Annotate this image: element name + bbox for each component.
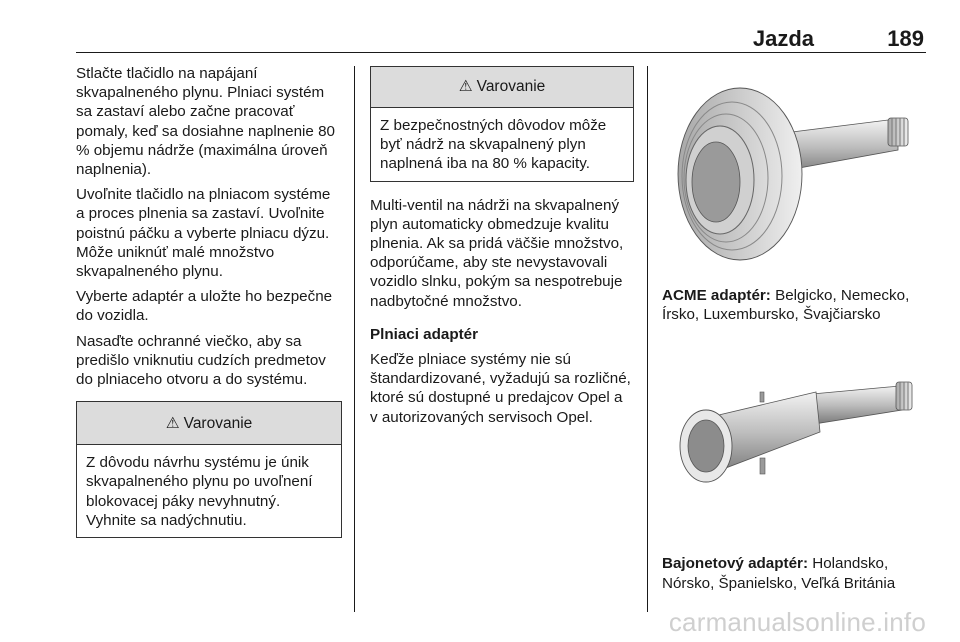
warning-title: Varovanie: [183, 414, 253, 432]
page-header: [0, 0, 960, 56]
paragraph: Nasaďte ochranné viečko, aby sa predišlo vniknutiu cudzích predmetov do plniaceho otvoru a do systému.: [76, 332, 326, 389]
header-rule: [76, 52, 926, 53]
acme-caption: [662, 286, 928, 324]
warning-text: Z bezpečnostných dôvodov môže byť nádrž na skvapalnený plyn naplnená iba na 80 % kapacity.: [380, 117, 607, 173]
warning-triangle-icon: ⚠: [458, 78, 473, 96]
warning-box: [370, 66, 634, 182]
warning-text: Z dôvodu návrhu systému je únik skvapalneného plynu po uvoľnení blokovacej páky nevyhnutný. Vyhnite sa nadýchnutiu.: [86, 454, 313, 529]
watermark: carmanualsonline.info: [668, 607, 926, 637]
column-2: [370, 64, 634, 433]
paragraph: Uvoľnite tlačidlo na plniacom systéme a proces plnenia sa zastaví. Uvoľnite poistnú páčku a vyberte plniacu dýzu. Môže uniknúť malé množstvo skvapalneného plynu.: [76, 186, 331, 281]
acme-adapter-illustration: [662, 64, 928, 274]
paragraph: Stlačte tlačidlo na napájaní skvapalneného plynu. Plniaci systém sa zastaví alebo začne pracovať pomaly, keď sa dosiahne naplnenie 80 % objemu nádrže (maximálna úroveň naplnenia).: [76, 65, 335, 179]
caption-label: ACME adaptér:: [662, 287, 771, 304]
caption-text: Belgicko, Nemecko, Írsko, Luxembursko, Švajčiarsko: [662, 287, 910, 324]
paragraph: Vyberte adaptér a uložte ho bezpečne do vozidla.: [76, 288, 333, 325]
warning-triangle-icon: ⚠: [165, 414, 180, 432]
paragraph: Multi-ventil na nádrži na skvapalnený plyn automaticky obmedzuje kvalitu plnenia. Ak sa pridá väčšie množstvo, odporúčame, aby ste nevystavovali vozidlo slnku, pokým sa nespotrebuje nadbytočné množstvo.: [370, 196, 624, 310]
subheading: Plniaci adaptér: [370, 325, 479, 343]
section-title: Jazda: [752, 26, 814, 51]
column-divider-1: [354, 66, 355, 612]
bayonet-adapter-illustration: [662, 354, 928, 554]
column-1: [76, 64, 342, 538]
bayonet-caption: [662, 554, 928, 592]
warning-header: [371, 67, 633, 108]
caption-text: Holandsko, Nórsko, Španielsko, Veľká Británia: [662, 555, 896, 592]
column-3: [662, 64, 928, 599]
column-divider-2: [647, 66, 648, 612]
warning-header: [77, 402, 341, 445]
page-number: 189: [887, 26, 924, 51]
warning-box: [76, 401, 342, 538]
warning-title: Varovanie: [476, 78, 546, 96]
caption-label: Bajonetový adaptér:: [662, 555, 809, 573]
paragraph: Keďže plniace systémy nie sú štandardizované, vyžadujú sa rozličné, ktoré sú dostupné u predajcov Opel a v autorizovaných servisoch Opel.: [370, 351, 631, 426]
